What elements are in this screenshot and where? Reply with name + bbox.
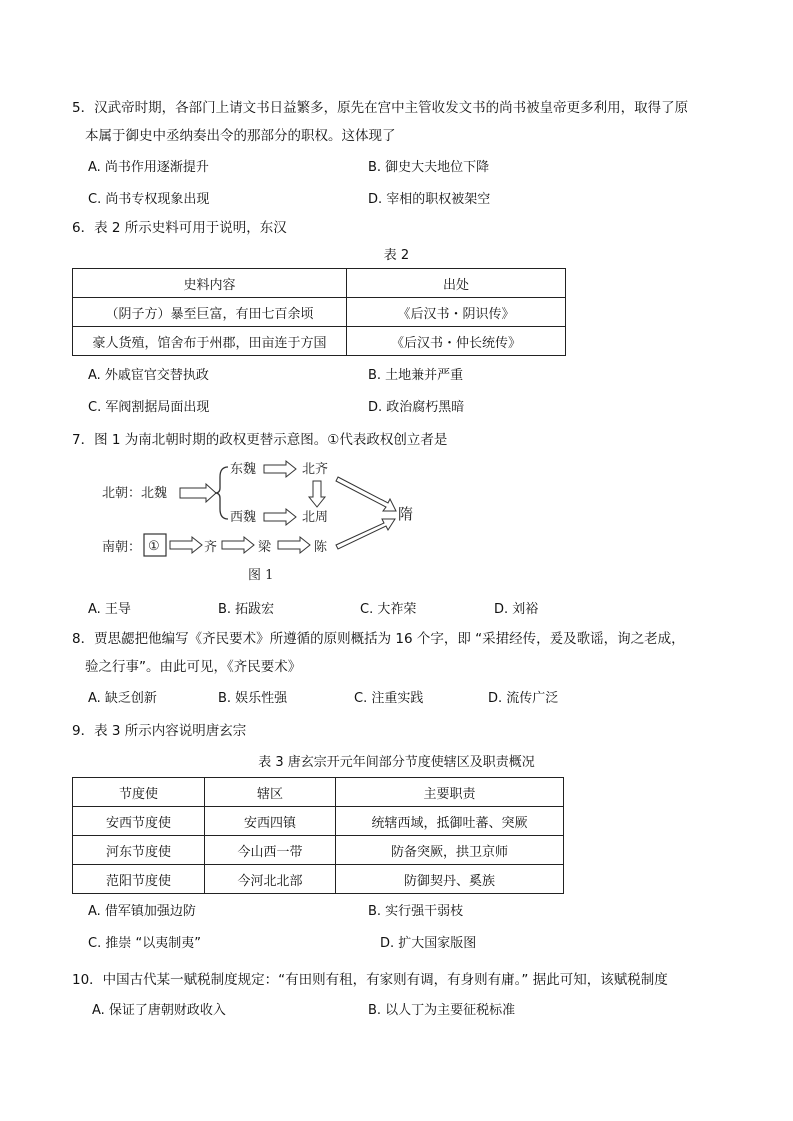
table-cell: 安西四镇 xyxy=(205,807,336,836)
table-cell: 《后汉书・阴识传》 xyxy=(347,298,566,327)
table-cell: 安西节度使 xyxy=(73,807,205,836)
figure1-caption: 图 1 xyxy=(248,568,274,583)
q8-stem-line2: 验之行事”。由此可见，《齐民要术》 xyxy=(85,659,302,675)
brace-icon xyxy=(215,467,228,519)
table-cell: 今山西一带 xyxy=(205,836,336,865)
arrow-icon xyxy=(336,477,396,511)
table-cell: 今河北北部 xyxy=(205,865,336,894)
q8-stem-line1: 8．贾思勰把他编写《齐民要术》所遵循的原则概括为 16 个字，即 “采捃经传，爰及歌谣，询之老成， xyxy=(72,631,685,647)
table-header-cell: 出处 xyxy=(347,269,566,298)
table-cell: 豪人货殖，馆舍布于州郡，田亩连于方国 xyxy=(73,327,347,356)
succession-diagram xyxy=(96,455,426,585)
q9-option-c: C. 推崇 “以夷制夷” xyxy=(88,936,201,951)
q8-option-a: A. 缺乏创新 xyxy=(88,691,157,706)
q9-stem: 9．表 3 所示内容说明唐玄宗 xyxy=(72,723,247,739)
q9-option-b: B. 实行强干弱枝 xyxy=(368,904,464,919)
arrow-icon xyxy=(222,537,254,553)
table-row xyxy=(73,298,566,327)
xiwei-label: 西魏 xyxy=(230,510,257,525)
table-row xyxy=(73,327,566,356)
q7-option-c: C. 大祚荣 xyxy=(360,602,417,617)
chen-label: 陈 xyxy=(314,540,328,555)
q10-option-b: B. 以人丁为主要征税标准 xyxy=(368,1003,516,1018)
table3-caption: 表 3 唐玄宗开元年间部分节度使辖区及职责概况 xyxy=(258,755,535,770)
table-header-cell: 主要职责 xyxy=(336,778,564,807)
arrow-icon xyxy=(264,461,296,477)
q6-option-a: A. 外戚宦官交替执政 xyxy=(88,368,209,383)
q5-option-c: C. 尚书专权现象出现 xyxy=(88,192,210,207)
table3 xyxy=(72,777,564,894)
table-header-row xyxy=(73,778,564,807)
table-row xyxy=(73,865,564,894)
q8-option-d: D. 流传广泛 xyxy=(488,691,559,706)
arrow-icon xyxy=(336,519,395,549)
table-cell: 河东节度使 xyxy=(73,836,205,865)
arrow-down-icon xyxy=(309,481,325,507)
beizhou-label: 北周 xyxy=(302,510,329,525)
arrow-icon xyxy=(180,484,216,502)
q10-stem: 10．中国古代某一赋税制度规定：“有田则有租，有家则有调，有身则有庸。” 据此可知，该赋税制度 xyxy=(72,972,668,988)
liang-label: 梁 xyxy=(258,540,272,555)
table-header-row xyxy=(73,269,566,298)
q9-option-a: A. 借军镇加强边防 xyxy=(88,904,196,919)
circled-one-label: ① xyxy=(148,539,160,554)
south-dynasty-label: 南朝： xyxy=(102,540,142,555)
q5-stem-line1: 5．汉武帝时期，各部门上请文书日益繁多，原先在宫中主管收发文书的尚书被皇帝更多利用，取得了原 xyxy=(72,100,689,116)
q10-option-a: A. 保证了唐朝财政收入 xyxy=(92,1003,226,1018)
q7-option-a: A. 王导 xyxy=(88,602,131,617)
table-cell: 《后汉书・仲长统传》 xyxy=(347,327,566,356)
arrow-icon xyxy=(278,537,310,553)
q9-option-d: D. 扩大国家版图 xyxy=(380,936,477,951)
table2-caption: 表 2 xyxy=(383,248,410,263)
table-row xyxy=(73,836,564,865)
q5-option-d: D. 宰相的职权被架空 xyxy=(368,192,491,207)
q5-option-b: B. 御史大夫地位下降 xyxy=(368,160,490,175)
q7-option-b: B. 拓跋宏 xyxy=(218,602,275,617)
q7-stem: 7．图 1 为南北朝时期的政权更替示意图。①代表政权创立者是 xyxy=(72,432,448,448)
table-cell: 统辖西域，抵御吐蕃、突厥 xyxy=(336,807,564,836)
table-cell: （阴子方）暴至巨富，有田七百余顷 xyxy=(73,298,347,327)
q8-option-c: C. 注重实践 xyxy=(354,691,424,706)
q8-option-b: B. 娱乐性强 xyxy=(218,691,288,706)
table-cell: 范阳节度使 xyxy=(73,865,205,894)
table-row xyxy=(73,807,564,836)
q6-option-d: D. 政治腐朽黑暗 xyxy=(368,400,465,415)
table2 xyxy=(72,268,566,356)
q7-option-d: D. 刘裕 xyxy=(494,602,539,617)
q6-option-c: C. 军阀割据局面出现 xyxy=(88,400,210,415)
q6-option-b: B. 土地兼并严重 xyxy=(368,368,464,383)
q5-option-a: A. 尚书作用逐渐提升 xyxy=(88,160,209,175)
sui-label: 隋 xyxy=(398,505,414,523)
dongwei-label: 东魏 xyxy=(230,462,257,477)
table-header-cell: 史料内容 xyxy=(73,269,347,298)
table-cell: 防备突厥，拱卫京师 xyxy=(336,836,564,865)
table-cell: 防御契丹、奚族 xyxy=(336,865,564,894)
north-dynasty-label: 北朝：北魏 xyxy=(102,486,168,501)
qi-label: 齐 xyxy=(204,540,218,555)
arrow-icon xyxy=(170,537,202,553)
beiqi-label: 北齐 xyxy=(302,462,329,477)
q6-stem: 6．表 2 所示史料可用于说明，东汉 xyxy=(72,220,287,236)
arrow-icon xyxy=(264,509,296,525)
table-header-cell: 辖区 xyxy=(205,778,336,807)
q5-stem-line2: 本属于御史中丞纳奏出令的那部分的职权。这体现了 xyxy=(85,128,396,144)
table-header-cell: 节度使 xyxy=(73,778,205,807)
